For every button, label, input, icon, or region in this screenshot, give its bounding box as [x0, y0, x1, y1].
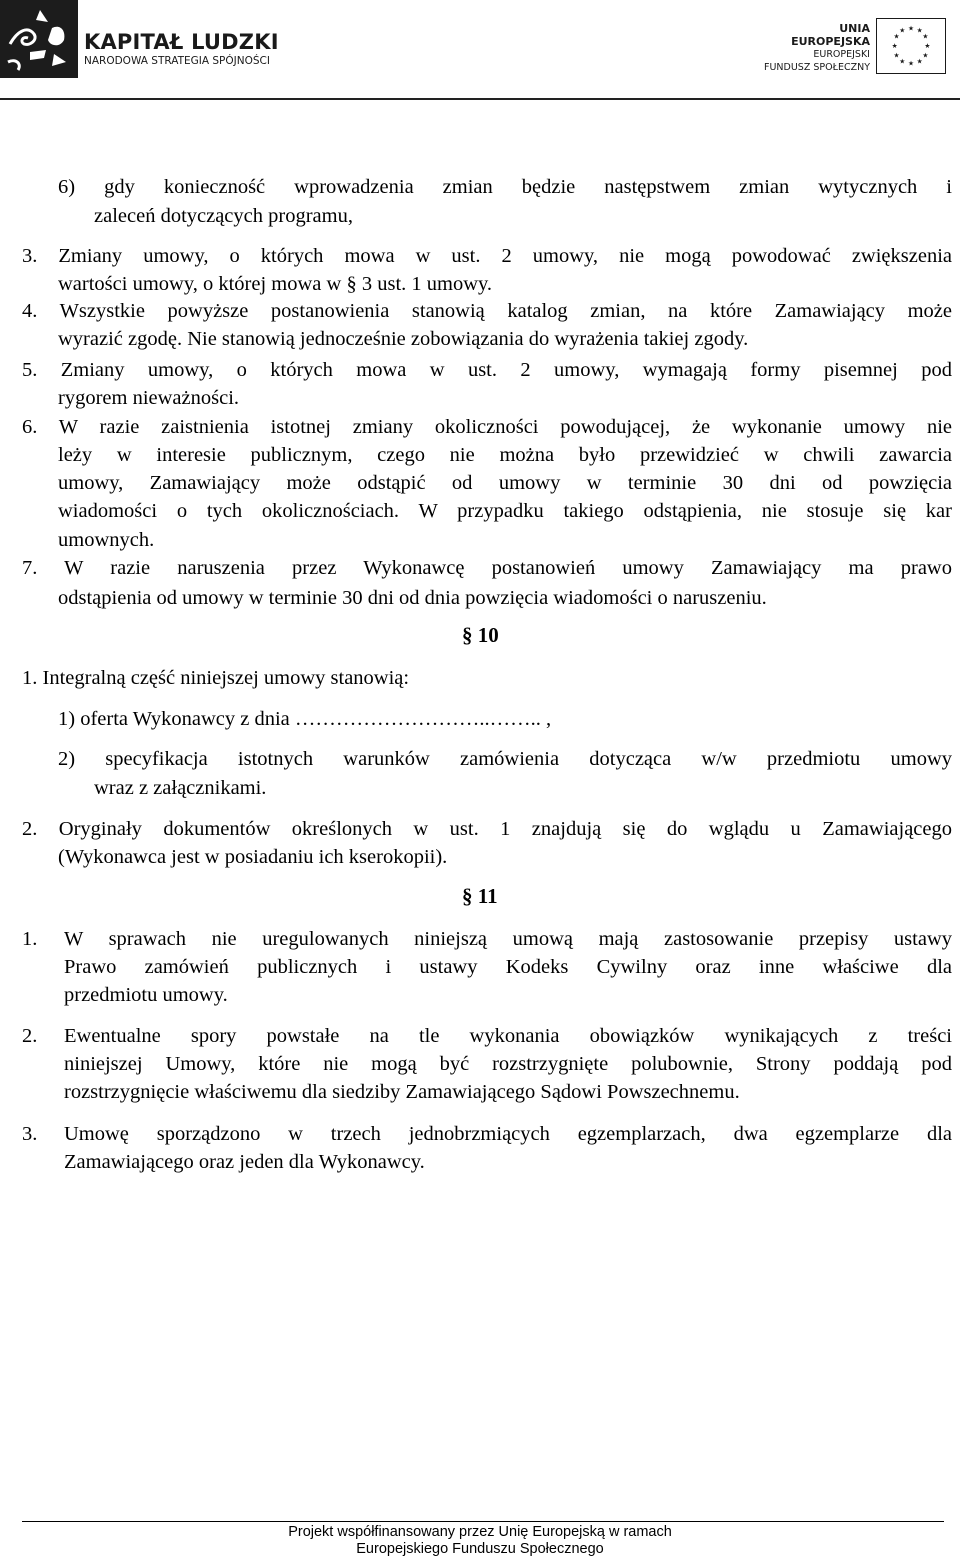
svg-text:★: ★: [922, 32, 929, 41]
para6-line2: leży w interesie publicznym, czego nie można było przewidzieć w chwili zawarcia: [58, 444, 952, 466]
para7-line1: 7. W razie naruszenia przez Wykonawcę postanowień umowy Zamawiający ma prawo: [22, 557, 952, 579]
sec10-para1: 1. Integralną część niniejszej umowy stanowią:: [22, 667, 410, 689]
footer-divider: [22, 1521, 944, 1522]
svg-text:★: ★: [916, 26, 923, 35]
para4-line1: 4. Wszystkie powyższe postanowienia stanowią katalog zmian, na które Zamawiający może: [22, 300, 952, 322]
kapital-ludzki-logo: [0, 0, 290, 80]
svg-text:★: ★: [907, 59, 915, 68]
sec11-para1-line3: przedmiotu umowy.: [64, 984, 228, 1006]
item6-line2: zaleceń dotyczących programu,: [94, 205, 353, 227]
sec11-para1-line2: Prawo zamówień publicznych i ustawy Kodeks Cywilny oraz inne właściwe dla: [64, 956, 952, 978]
footer-line2: Europejskiego Funduszu Społecznego: [356, 1541, 604, 1557]
svg-text:★: ★: [893, 32, 900, 41]
svg-text:★: ★: [899, 26, 906, 35]
section-11-heading: § 11: [462, 884, 498, 908]
svg-text:★: ★: [916, 57, 923, 66]
svg-text:★: ★: [922, 51, 929, 60]
header-divider: [0, 98, 960, 100]
eu-label-line1: UNIA EUROPEJSKA: [791, 22, 870, 48]
svg-text:★: ★: [899, 57, 906, 66]
para3-line2: wartości umowy, o której mowa w § 3 ust. 1 umowy.: [58, 273, 493, 295]
sec10-item1: 1) oferta Wykonawcy z dnia ………………………..…….. ,: [58, 708, 552, 730]
para4-line2: wyrazić zgodę. Nie stanowią jednocześnie zobowiązania do wyrażenia takiej zgody.: [58, 328, 749, 350]
svg-text:★: ★: [924, 41, 931, 50]
logo-left-title: KAPITAŁ LUDZKI: [84, 30, 279, 54]
sec10-para2-line1: 2. Oryginały dokumentów określonych w ust. 1 znajdują się do wglądu u Zamawiającego: [22, 818, 952, 840]
sec10-item2-line2: wraz z załącznikami.: [94, 777, 267, 799]
para6-line5: umownych.: [58, 529, 155, 551]
sec11-para2-number: 2.: [22, 1025, 38, 1047]
sec10-item2-line1: 2) specyfikacja istotnych warunków zamówienia dotycząca w/w przedmiotu umowy: [58, 748, 952, 770]
sec11-para3-line2: Zamawiającego oraz jeden dla Wykonawcy.: [64, 1151, 425, 1173]
sec11-para1-number: 1.: [22, 928, 38, 950]
item6-line1: 6) gdy konieczność wprowadzenia zmian będzie następstwem zmian wytycznych i: [58, 176, 952, 198]
para7-line2: odstąpienia od umowy w terminie 30 dni od dnia powzięcia wiadomości o naruszeniu.: [58, 587, 767, 609]
para6-line4: wiadomości o tych okolicznościach. W przypadku takiego odstąpienia, nie stosuje się kar: [58, 500, 952, 522]
para5-line1: 5. Zmiany umowy, o których mowa w ust. 2 umowy, wymagają formy pisemnej pod: [22, 359, 952, 381]
para5-line2: rygorem nieważności.: [58, 387, 240, 409]
sec11-para3-number: 3.: [22, 1123, 38, 1145]
para6-line1: 6. W razie zaistnienia istotnej zmiany okoliczności powodującej, że wykonanie umowy nie: [22, 416, 952, 438]
logo-left-subtitle: NARODOWA STRATEGIA SPÓJNOŚCI: [84, 55, 270, 67]
eu-flag-icon: [876, 18, 946, 74]
sec11-para2-line3: rozstrzygnięcie właściwemu dla siedziby Zamawiającego Sądowi Powszechnemu.: [64, 1081, 740, 1103]
svg-text:★: ★: [891, 41, 898, 50]
eu-fund-label: [760, 22, 870, 74]
sec10-para2-line2: (Wykonawca jest w posiadaniu ich kserokopii).: [58, 846, 448, 868]
eu-label-line2: EUROPEJSKI: [813, 49, 870, 60]
sec11-para2-line2: niniejszej Umowy, które nie mogą być rozstrzygnięte polubownie, Strony poddają pod: [64, 1053, 952, 1075]
svg-text:★: ★: [907, 24, 915, 33]
para6-line3: umowy, Zamawiający może odstąpić od umowy w terminie 30 dni od powzięcia: [58, 472, 952, 494]
svg-text:★: ★: [893, 51, 900, 60]
sec11-para1-line1: W sprawach nie uregulowanych niniejszą umową mają zastosowanie przepisy ustawy: [64, 928, 952, 950]
section-10-heading: § 10: [462, 623, 499, 647]
para3-line1: 3. Zmiany umowy, o których mowa w ust. 2 umowy, nie mogą powodować zwiększenia: [22, 245, 952, 267]
sec11-para3-line1: Umowę sporządzono w trzech jednobrzmiących egzemplarzach, dwa egzemplarze dla: [64, 1123, 952, 1145]
eu-label-line3: FUNDUSZ SPOŁECZNY: [764, 62, 870, 73]
sec11-para2-line1: Ewentualne spory powstałe na tle wykonania obowiązków wynikających z treści: [64, 1025, 952, 1047]
footer-line1: Projekt współfinansowany przez Unię Europejską w ramach: [288, 1524, 672, 1540]
kapital-ludzki-mark-icon: [0, 0, 78, 78]
